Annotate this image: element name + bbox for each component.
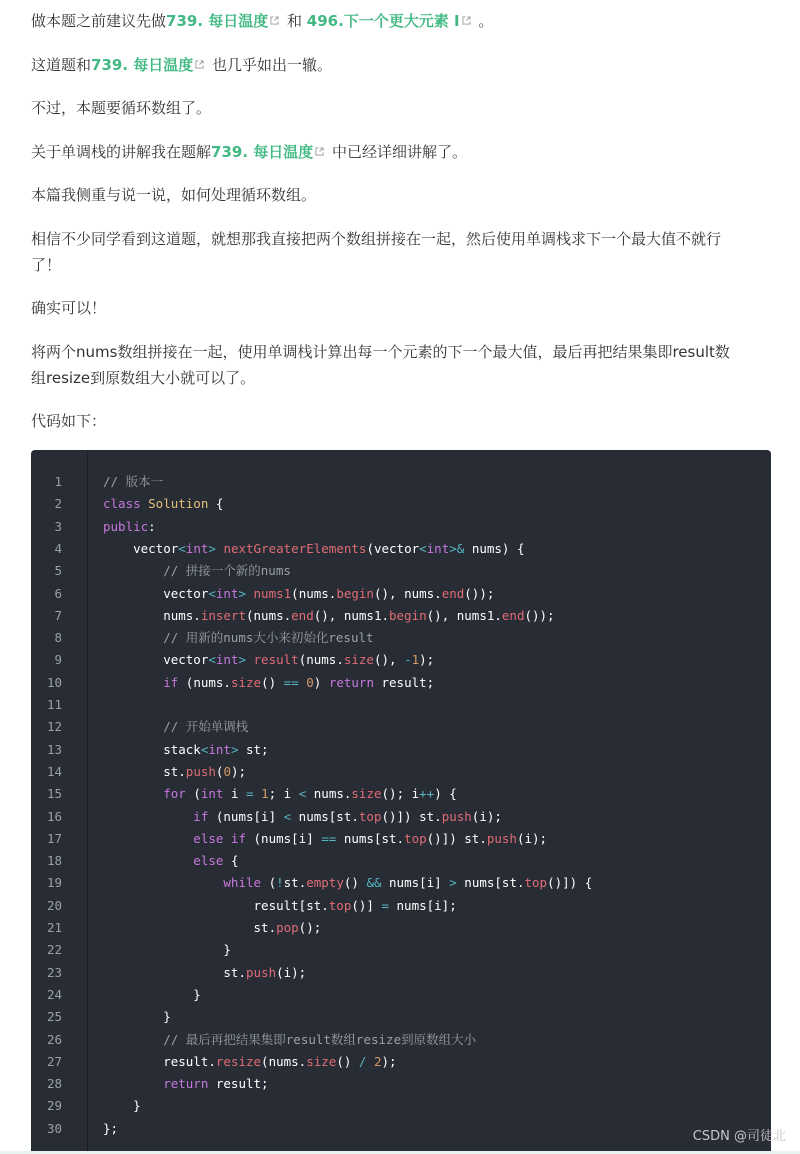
code-line [103, 560, 291, 582]
code-line [103, 538, 525, 560]
code-token: push [185, 763, 216, 779]
line-number: 24 [46, 986, 62, 1002]
code-token: nums. [103, 607, 201, 623]
code-line [103, 783, 457, 805]
link-daily-temperatures[interactable]: 739. 每日温度 [211, 143, 327, 161]
code-token: begin [336, 585, 374, 601]
code-token: else [103, 853, 224, 869]
code-token: < [419, 540, 427, 556]
code-token: if [103, 674, 179, 690]
code-token: nums[st. [456, 875, 525, 891]
code-token: ()] [351, 897, 382, 913]
explanation-text-1: 关于单调栈的讲解我在题解 [31, 143, 212, 161]
code-token: nums[st. [291, 808, 359, 824]
code-token: } [103, 1009, 171, 1025]
code-block[interactable] [31, 450, 771, 1154]
code-token: st. [103, 964, 246, 980]
code-token: ()); [524, 607, 555, 623]
code-token: >& [449, 540, 465, 556]
paragraph-explanation [31, 139, 771, 165]
code-token: ( [261, 875, 277, 891]
code-token: (i); [276, 964, 307, 980]
code-token: // 版本一 [103, 474, 164, 489]
code-token: begin [389, 607, 427, 623]
code-token: ( [215, 763, 224, 779]
line-number: 3 [54, 518, 62, 534]
code-token: (), nums. [373, 585, 442, 601]
code-token: ! [276, 875, 284, 891]
line-number: 21 [46, 920, 62, 935]
code-token: st. [283, 875, 307, 891]
code-token: vector [103, 585, 209, 601]
external-link-icon [462, 16, 471, 25]
code-token: (), nums1. [426, 607, 502, 623]
line-number: 26 [46, 1031, 62, 1047]
code-token: push [246, 964, 277, 980]
code-token: (); i [381, 786, 420, 802]
paragraph-similar [31, 52, 771, 78]
link-daily-temperatures[interactable]: 739. 每日温度 [91, 56, 207, 74]
code-token: () [261, 674, 284, 690]
code-token: stack [103, 741, 201, 757]
paragraph-idea-line1: 相信不少同学看到这道题，就想那我直接把两个数组拼接在一起，然后使用单调栈求下一个最大值不就行 [31, 230, 722, 248]
code-line [103, 516, 156, 538]
intro-text-3: 。 [473, 12, 494, 30]
code-token: for [103, 786, 186, 802]
code-line [103, 806, 502, 828]
code-token: int [215, 652, 239, 668]
code-line [103, 627, 374, 649]
code-token: { [208, 496, 224, 512]
explanation-text-2: 中已经详细讲解了。 [327, 143, 468, 161]
similar-text-1: 这道题和 [31, 56, 92, 74]
code-token: ; i [268, 786, 299, 802]
line-number-gutter [31, 450, 88, 1154]
code-token: // 最后再把结果集即result数组resize到原数组大小 [103, 1031, 477, 1047]
code-token: top [358, 808, 382, 824]
code-line [103, 895, 457, 917]
paragraph-circular: 不过，本题要循环数组了。 [31, 99, 212, 117]
code-token: && [366, 875, 382, 891]
code-token: (nums. [178, 674, 231, 690]
code-token: public [103, 518, 149, 534]
code-token: 1 [411, 652, 420, 668]
code-line [103, 716, 248, 738]
code-token: int [200, 786, 224, 802]
code-token: nums[st. [336, 830, 405, 846]
code-token: ()]) st. [426, 830, 487, 846]
code-token: // 拼接一个新的nums [103, 563, 291, 579]
paragraph-idea-line2: 了！ [31, 256, 62, 274]
code-token [246, 586, 254, 601]
similar-text-2: 也几乎如出一辙。 [207, 56, 333, 74]
code-token: ()); [464, 585, 495, 601]
code-token: ); [419, 652, 435, 668]
code-token: < [298, 786, 307, 802]
code-token: ()]) { [547, 875, 593, 891]
line-number: 16 [46, 808, 62, 824]
code-token: result. [103, 1053, 216, 1069]
code-token: size [230, 674, 262, 690]
code-token: - [404, 652, 412, 668]
code-token: Solution [148, 496, 209, 512]
line-number: 25 [46, 1009, 62, 1025]
code-token: empty [306, 875, 344, 891]
code-token: return [103, 1076, 209, 1092]
line-number: 13 [46, 741, 62, 757]
code-token: } [103, 1098, 141, 1114]
code-token: end [291, 607, 314, 623]
code-token: result [253, 652, 299, 668]
code-token: push [486, 830, 517, 846]
code-token: size [351, 786, 382, 802]
external-link-icon [195, 60, 204, 69]
line-number: 7 [54, 607, 62, 623]
code-token: int [215, 585, 239, 601]
code-token: < [208, 585, 216, 601]
link-daily-temperatures[interactable]: 739. 每日温度 [166, 12, 282, 30]
code-token: vector [103, 652, 209, 668]
code-line [103, 649, 434, 671]
code-token: insert [200, 607, 246, 623]
code-token: (); [298, 920, 322, 935]
code-token: 0 [223, 763, 231, 779]
code-token: end [501, 607, 525, 623]
code-token: (vector [366, 540, 420, 556]
external-link-icon [315, 147, 324, 156]
code-token [366, 1054, 374, 1069]
line-number: 23 [46, 964, 62, 980]
line-number: 11 [46, 697, 62, 712]
code-line [103, 917, 321, 939]
paragraph-focus: 本篇我侧重与说一说，如何处理循环数组。 [31, 186, 317, 204]
code-token: ()]) st. [381, 808, 442, 824]
code-token: ) { [434, 786, 457, 802]
code-token: result; [373, 674, 435, 690]
code-token: int [208, 741, 231, 757]
code-token: result[st. [103, 897, 329, 913]
code-token: vector [103, 540, 179, 556]
code-token: nums[i] [381, 875, 450, 891]
code-token: (nums. [261, 1053, 307, 1069]
code-token: < [200, 741, 209, 757]
code-token: (), [373, 652, 405, 668]
code-token: pop [276, 920, 299, 935]
code-line [103, 1029, 476, 1051]
code-token: (nums. [298, 652, 344, 668]
line-number: 29 [46, 1098, 62, 1114]
code-token: size [343, 652, 374, 668]
code-token: 1 [261, 786, 269, 802]
code-token: st. [103, 920, 277, 935]
code-token: // 用新的nums大小来初始化result [103, 630, 374, 646]
code-token: size [306, 1053, 337, 1069]
line-number: 15 [46, 786, 62, 802]
code-token: 2 [373, 1053, 382, 1069]
line-number: 9 [54, 652, 62, 668]
code-token: if [103, 808, 209, 824]
code-line [103, 605, 555, 627]
code-token: (i); [516, 830, 548, 846]
code-token: top [524, 875, 548, 891]
line-number: 17 [46, 830, 62, 846]
code-token: () [343, 875, 367, 891]
code-token: result; [208, 1076, 269, 1092]
code-token: : [148, 518, 156, 534]
line-number: 30 [46, 1120, 62, 1136]
code-token: nums. [306, 786, 352, 802]
code-token: nextGreaterElements [223, 540, 367, 556]
code-token: int [426, 540, 450, 556]
line-number: 5 [54, 563, 62, 579]
code-token: (), nums1. [313, 607, 389, 623]
code-line [103, 828, 547, 850]
code-token: = [381, 897, 389, 913]
code-token: < [208, 652, 216, 668]
code-line [103, 850, 238, 872]
code-token: ); [230, 763, 247, 779]
intro-text-2: 和 [282, 12, 307, 30]
code-token: // 开始单调栈 [103, 719, 249, 735]
code-line [103, 939, 231, 961]
code-line [103, 471, 163, 493]
code-token: (nums. [246, 607, 292, 623]
line-number: 27 [46, 1053, 62, 1069]
code-token: while [103, 875, 262, 891]
link-next-greater-element[interactable]: 496.下一个更大元素 I [307, 12, 474, 30]
code-token: 0 [306, 674, 314, 690]
code-line [103, 583, 494, 605]
code-token: (nums[i] [208, 808, 284, 824]
code-token: top [404, 830, 427, 846]
line-number: 2 [54, 496, 62, 512]
code-line [103, 761, 246, 783]
line-number: 28 [46, 1076, 62, 1092]
code-line [103, 1073, 269, 1095]
code-token: resize [215, 1053, 262, 1069]
code-line [103, 872, 592, 894]
paragraph-intro [31, 8, 771, 34]
code-token: else if [103, 830, 246, 846]
line-number: 8 [54, 630, 62, 646]
code-token: (i); [471, 808, 502, 824]
paragraph-confirm: 确实可以！ [31, 299, 107, 317]
code-line [103, 984, 201, 1006]
code-token: == [283, 674, 299, 690]
line-number: 14 [46, 763, 62, 779]
intro-text-1: 做本题之前建议先做 [31, 12, 167, 30]
code-token: ++ [419, 786, 435, 802]
code-token: { [223, 853, 239, 869]
code-token: > [208, 540, 216, 556]
line-number: 18 [46, 853, 62, 869]
code-token: (nums[i] [246, 830, 322, 846]
line-number: 19 [46, 875, 62, 891]
code-token: }; [103, 1120, 119, 1136]
code-token: class [103, 496, 149, 512]
code-token: } [103, 942, 231, 958]
code-token: > [230, 741, 239, 757]
code-token [254, 786, 262, 801]
code-token: = [246, 786, 254, 802]
code-token [246, 652, 254, 667]
code-token: st; [238, 741, 269, 757]
line-number: 4 [54, 540, 62, 556]
code-line [103, 1095, 141, 1117]
paragraph-code-intro: 代码如下： [31, 412, 107, 430]
code-token: / [358, 1053, 367, 1069]
code-token: return [328, 674, 374, 690]
paragraph-method-line1: 将两个nums数组拼接在一起，使用单调栈计算出每一个元素的下一个最大值，最后再把结果集即result数 [31, 343, 730, 361]
code-token: == [321, 830, 337, 846]
line-number: 20 [46, 897, 62, 913]
paragraph-method-line2: 组resize到原数组大小就可以了。 [31, 369, 256, 387]
code-token: > [238, 585, 246, 601]
code-token: > [449, 875, 457, 891]
code-line [103, 962, 306, 984]
code-token: < [178, 540, 186, 556]
code-token: ) [313, 674, 329, 690]
code-token: nums1 [253, 585, 292, 601]
code-token: top [328, 897, 352, 913]
code-token: > [238, 652, 246, 668]
code-token: nums[i]; [389, 897, 457, 913]
code-token: () [336, 1053, 359, 1069]
csdn-watermark: CSDN @司徒北 [692, 1129, 786, 1144]
code-line [103, 1118, 118, 1140]
code-token: i [223, 786, 247, 802]
code-token: ( [185, 786, 201, 802]
line-number: 10 [46, 674, 62, 690]
code-line [103, 1006, 171, 1028]
code-line [103, 739, 269, 761]
code-token: (nums. [291, 585, 337, 601]
code-token: } [103, 986, 201, 1002]
code-line [103, 493, 223, 515]
code-token: nums) { [464, 540, 525, 556]
code-token: ); [381, 1053, 397, 1069]
line-number: 6 [54, 585, 62, 601]
line-number: 1 [54, 474, 62, 489]
code-token: st. [103, 763, 186, 779]
code-token: < [283, 808, 292, 824]
line-number: 22 [46, 942, 62, 958]
code-token: int [185, 540, 209, 556]
code-token: end [441, 585, 465, 601]
code-line [103, 672, 434, 694]
code-token: push [441, 808, 472, 824]
line-number: 12 [46, 719, 62, 735]
external-link-icon [270, 16, 279, 25]
code-line [103, 1051, 397, 1073]
